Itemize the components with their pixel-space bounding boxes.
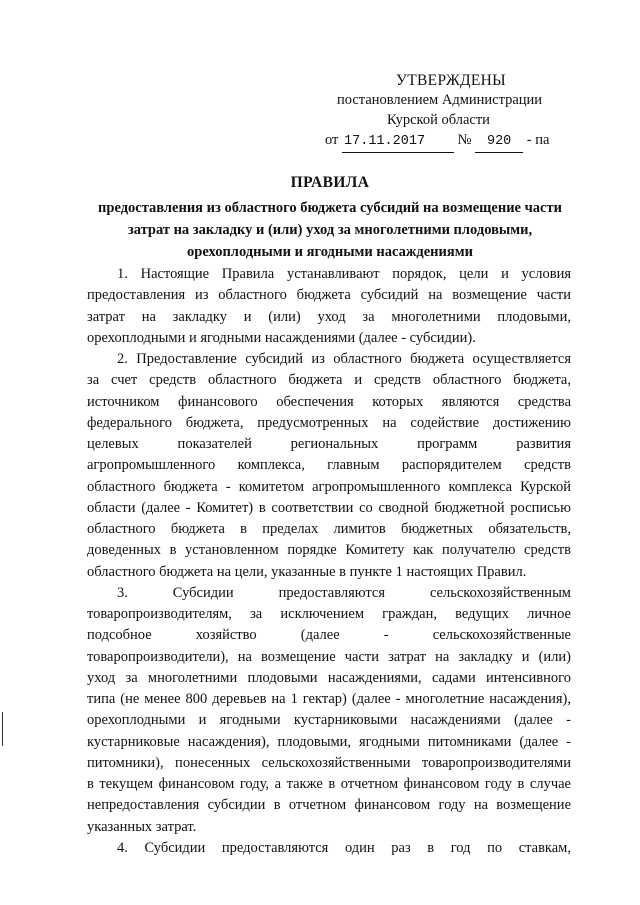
body-line: затрат на закладку и (или) уход за многолетними плодовыми, bbox=[87, 308, 571, 325]
body-line: источником финансового обеспечения которых являются средства bbox=[87, 393, 571, 410]
body-line: области (далее - Комитет) в соответствии со сводной бюджетной росписью bbox=[87, 499, 571, 516]
number-label: № bbox=[457, 132, 472, 148]
approval-region: Курской области bbox=[387, 112, 490, 128]
body-line: 2. Предоставление субсидий из областного бюджета осуществляется bbox=[117, 351, 571, 367]
body-line: указанных затрат. bbox=[87, 818, 197, 835]
body-line: орехоплодными и ягодными насаждениями (далее - субсидии). bbox=[87, 329, 476, 346]
body-line: областного бюджета на цели, указанные в пункте 1 настоящих Правил. bbox=[87, 563, 527, 580]
body-line: предоставления из областного бюджета субсидий на возмещение части bbox=[87, 287, 571, 304]
body-line: орехоплодными и ягодными кустарниковыми насаждениями (далее - bbox=[87, 712, 571, 729]
body-line: товаропроизводителям, за исключением граждан, ведущих личное bbox=[87, 606, 571, 622]
body-line: агропромышленного комплекса, главным распорядителем средств bbox=[87, 457, 571, 474]
body-line: подсобное хозяйство (далее - сельскохозяйственные bbox=[87, 627, 571, 644]
body-line: товаропроизводители), на возмещение части затрат на закладку и (или) bbox=[87, 648, 571, 665]
approval-number: 920 bbox=[475, 131, 523, 153]
body-line: в текущем финансовом году, а также в отчетном финансовом году в случае bbox=[87, 776, 571, 792]
number-suffix: - па bbox=[526, 132, 550, 148]
body-line: доведенных в установленном порядке Комитету как получателю средств bbox=[87, 542, 571, 559]
body-line: непредоставления субсидии в отчетном финансовом году на возмещение bbox=[87, 797, 571, 814]
approval-issuer: постановлением Администрации bbox=[337, 92, 543, 108]
from-label: от bbox=[325, 132, 339, 148]
body-line: 1. Настоящие Правила устанавливают порядок, цели и условия bbox=[117, 266, 571, 282]
approval-title: УТВЕРЖДЕНЫ bbox=[396, 72, 506, 89]
body-line: 4. Субсидии предоставляются один раз в год по ставкам, bbox=[117, 839, 571, 856]
body-line: кустарниковые насаждения), плодовыми, ягодными питомниками (далее - bbox=[87, 733, 571, 750]
body-line: 3. Субсидии предоставляются сельскохозяйственным bbox=[117, 584, 571, 601]
document-title: ПРАВИЛА bbox=[290, 174, 370, 191]
body-line: питомники), понесенных сельскохозяйственными товаропроизводителями bbox=[87, 754, 571, 771]
body-line: целевых показателей региональных программ развития bbox=[87, 436, 571, 452]
body-line: федерального бюджета, предусмотренных на содействие достижению bbox=[87, 414, 571, 431]
approval-date: 17.11.2017 bbox=[342, 131, 454, 153]
subtitle-line: орехоплодными и ягодными насаждениями bbox=[187, 244, 473, 260]
body-line: типа (не менее 800 деревьев на 1 гектар) (далее - многолетние насаждения), bbox=[87, 691, 571, 707]
subtitle-line: предоставления из областного бюджета субсидий на возмещение части bbox=[98, 200, 562, 216]
approval-date-line bbox=[325, 130, 549, 153]
body-line: областного бюджета в пределах лимитов бюджетных обязательств, bbox=[87, 521, 571, 537]
body-line: уход за многолетними плодовыми насаждениями, садами интенсивного bbox=[87, 669, 571, 686]
subtitle-line: затрат на закладку и (или) уход за многолетними плодовыми, bbox=[127, 222, 533, 238]
scan-margin-mark bbox=[2, 712, 3, 746]
document-body bbox=[87, 264, 571, 859]
document-subtitle bbox=[60, 197, 600, 263]
body-line: областного бюджета - комитетом агропромышленного комплекса Курской bbox=[87, 478, 571, 495]
body-line: за счет средств областного бюджета и средств областного бюджета, bbox=[87, 372, 571, 389]
document-heading bbox=[60, 172, 600, 263]
